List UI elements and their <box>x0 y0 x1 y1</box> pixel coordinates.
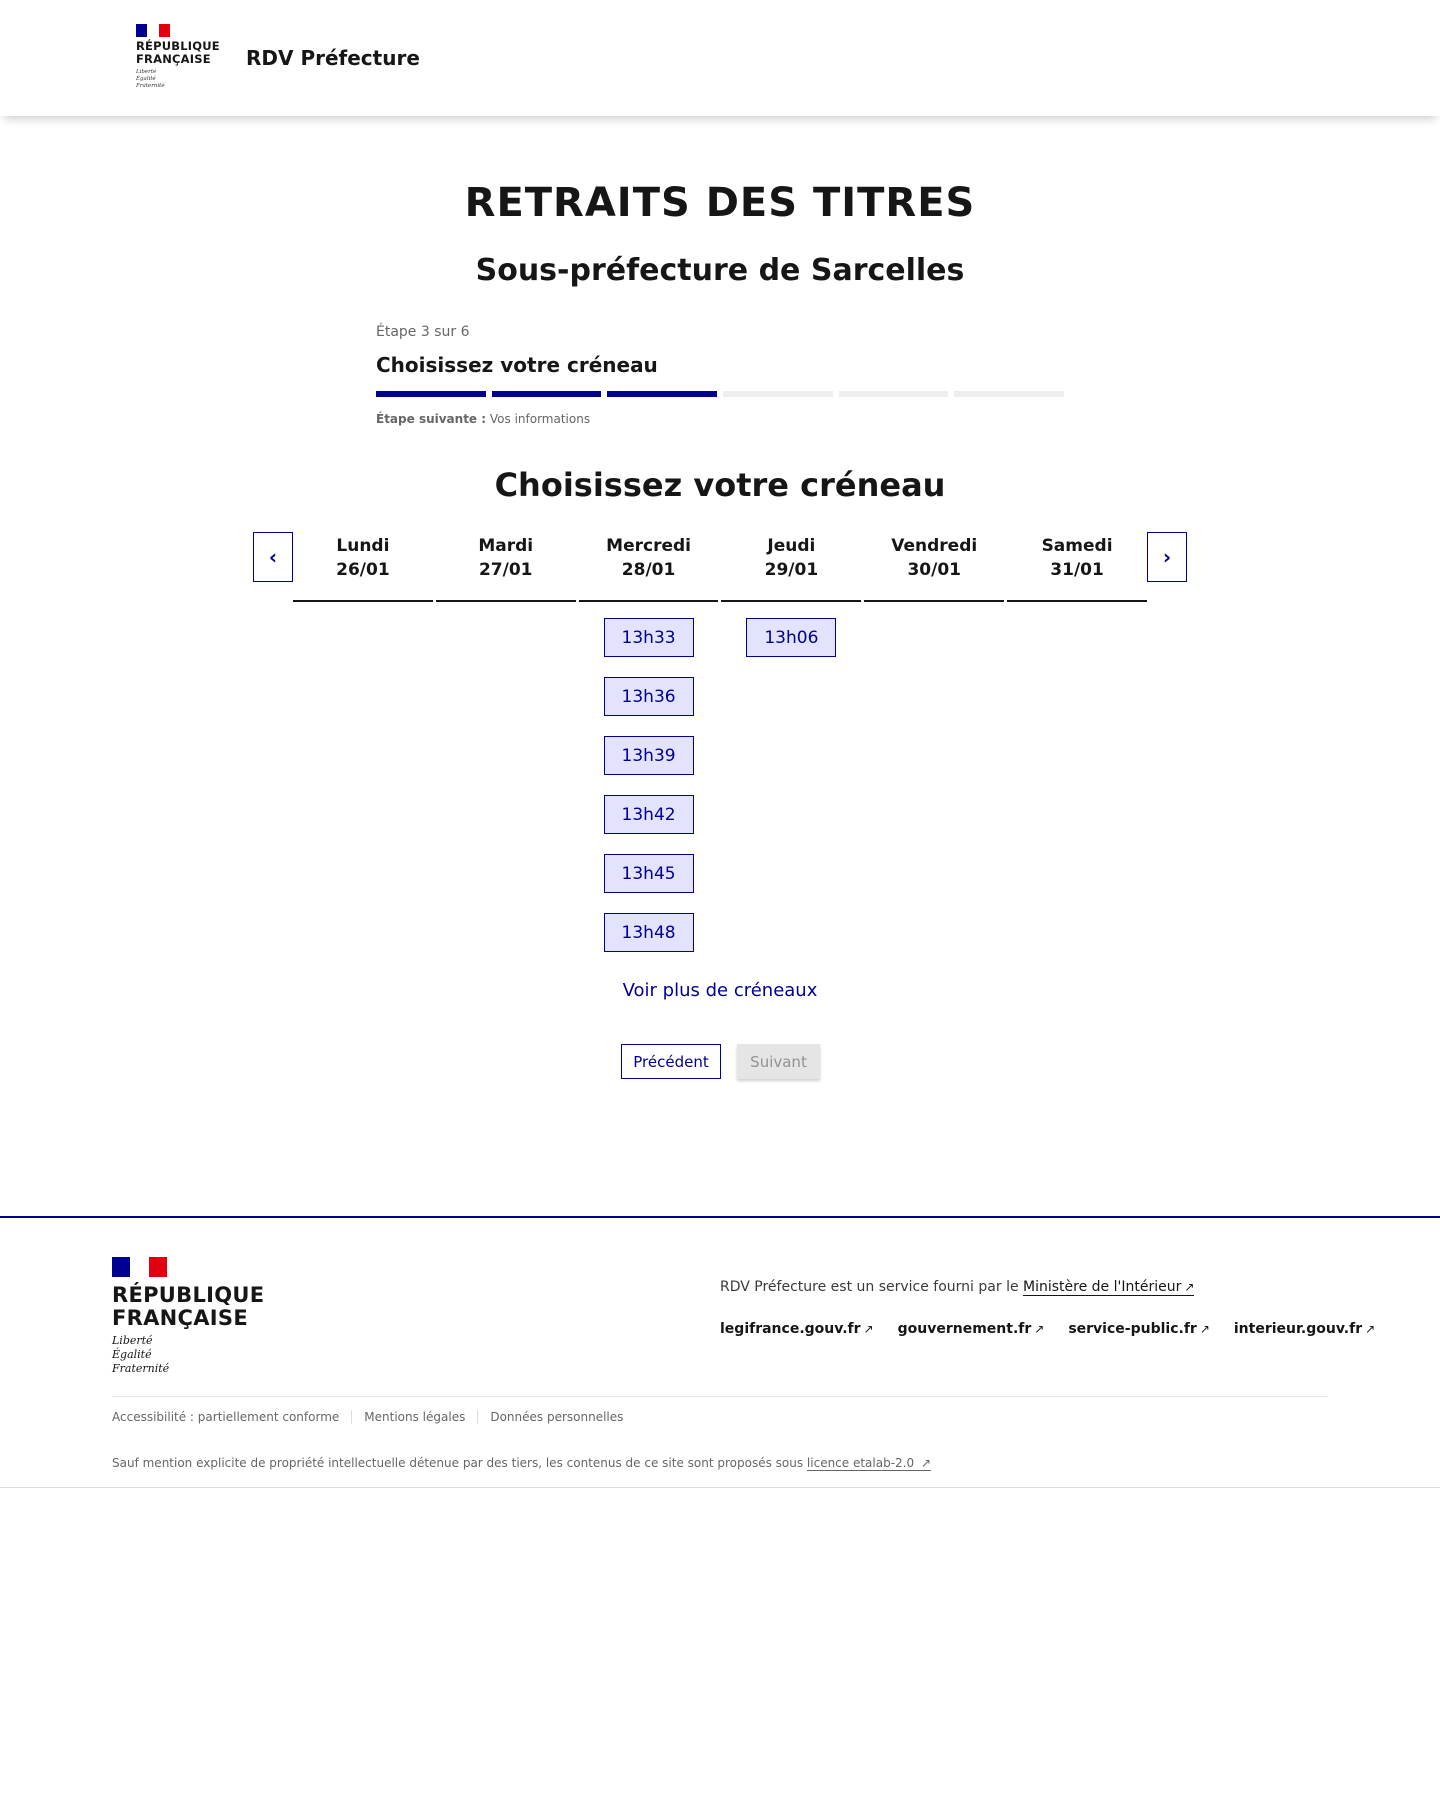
slot-list <box>721 618 861 657</box>
footer-bottom-links <box>112 1410 635 1424</box>
chevron-left-icon: ‹ <box>268 545 278 569</box>
day-date: 31/01 <box>1050 560 1104 580</box>
calendar-days <box>293 532 1147 952</box>
day-column <box>721 532 861 952</box>
footer-bottom-link[interactable]: Accessibilité : partiellement conforme <box>112 1410 340 1424</box>
day-name: Lundi <box>336 536 390 556</box>
step-progress <box>376 391 1064 397</box>
day-header <box>436 532 576 602</box>
motto: Liberté Égalité Fraternité <box>136 69 165 89</box>
ministere-link[interactable]: Ministère de l'Intérieur ↗ <box>1023 1279 1195 1295</box>
time-slot-button[interactable]: 13h06 <box>746 618 836 657</box>
step-count: Étape 3 sur 6 <box>376 324 470 340</box>
step-bar <box>376 391 486 397</box>
next-button[interactable]: Suivant <box>737 1044 820 1079</box>
day-name: Mercredi <box>606 536 691 556</box>
time-slot-button[interactable]: 13h42 <box>604 795 694 834</box>
footer-links <box>720 1321 1375 1337</box>
day-header <box>721 532 861 602</box>
external-link-icon: ↗ <box>863 1322 874 1336</box>
footer-bottom-link[interactable]: Mentions légales <box>351 1410 477 1424</box>
external-link-icon: ↗ <box>1034 1322 1045 1336</box>
stepper <box>376 324 1064 426</box>
republique-francaise-logo[interactable] <box>136 24 226 90</box>
step-bar <box>954 391 1064 397</box>
day-header <box>1007 532 1147 602</box>
day-name: Vendredi <box>891 536 978 556</box>
day-date: 30/01 <box>907 560 961 580</box>
day-column <box>293 532 433 952</box>
day-column <box>579 532 719 952</box>
chevron-right-icon: › <box>1162 545 1172 569</box>
external-link-icon: ↗ <box>1199 1322 1210 1336</box>
time-slot-button[interactable]: 13h39 <box>604 736 694 775</box>
footer-bottom-link[interactable]: Données personnelles <box>477 1410 635 1424</box>
service-title[interactable]: RDV Préfecture <box>246 46 420 70</box>
more-slots-link[interactable]: Voir plus de créneaux <box>622 980 818 1001</box>
time-slot-button[interactable]: 13h45 <box>604 854 694 893</box>
day-date: 27/01 <box>478 560 533 580</box>
day-date: 26/01 <box>336 560 390 580</box>
day-header <box>293 532 433 602</box>
day-column <box>1007 532 1147 952</box>
external-link-icon: ↗ <box>1365 1322 1376 1336</box>
external-link-icon: ↗ <box>1184 1280 1195 1294</box>
day-date: 28/01 <box>621 560 676 580</box>
day-header <box>864 532 1004 602</box>
page-subtitle: Sous-préfecture de Sarcelles <box>475 253 965 288</box>
footer-description: RDV Préfecture est un service fourni par le Ministère de l'Intérieur ↗ <box>720 1279 1195 1295</box>
marianne-flag-icon <box>136 24 170 37</box>
step-bar <box>492 391 602 397</box>
site-header <box>0 0 1440 116</box>
day-name: Jeudi <box>767 536 816 556</box>
logo-line: RÉPUBLIQUE <box>136 39 220 53</box>
site-footer <box>0 1216 1440 1488</box>
external-link-icon: ↗ <box>920 1456 932 1470</box>
previous-week-button[interactable] <box>253 532 293 582</box>
license-text: Sauf mention explicite de propriété intellectuelle détenue par des tiers, les contenus de ce site sont proposés sous licence etalab-2.0 ↗ <box>112 1456 932 1470</box>
step-bar <box>607 391 717 397</box>
marianne-flag-icon <box>112 1257 167 1277</box>
logo-line: FRANÇAISE <box>136 52 211 66</box>
previous-button[interactable]: Précédent <box>621 1044 721 1079</box>
footer-logo[interactable] <box>112 1257 264 1376</box>
time-slot-button[interactable]: 13h48 <box>604 913 694 952</box>
page-title: RETRAITS DES TITRES <box>464 180 976 226</box>
next-week-button[interactable] <box>1147 532 1187 582</box>
step-bar <box>723 391 833 397</box>
footer-link[interactable]: gouvernement.fr ↗ <box>897 1321 1045 1337</box>
logo-line: FRANÇAISE <box>112 1306 248 1330</box>
time-slot-button[interactable]: 13h36 <box>604 677 694 716</box>
day-date: 29/01 <box>764 560 819 580</box>
step-title: Choisissez votre créneau <box>376 353 658 377</box>
slot-heading: Choisissez votre créneau <box>494 466 946 504</box>
day-name: Samedi <box>1041 536 1113 556</box>
motto: Liberté Égalité Fraternité <box>112 1334 170 1375</box>
day-header <box>579 532 719 602</box>
footer-divider <box>112 1396 1328 1397</box>
footer-link[interactable]: interieur.gouv.fr ↗ <box>1233 1321 1376 1337</box>
form-actions <box>621 1044 820 1079</box>
day-column <box>436 532 576 952</box>
day-column <box>864 532 1004 952</box>
license-link[interactable]: licence etalab-2.0 ↗ <box>806 1456 932 1470</box>
time-slot-button[interactable]: 13h33 <box>604 618 694 657</box>
footer-link[interactable]: service-public.fr ↗ <box>1068 1321 1210 1337</box>
footer-link[interactable]: legifrance.gouv.fr ↗ <box>720 1321 874 1337</box>
day-name: Mardi <box>478 536 534 556</box>
slot-list <box>579 618 719 952</box>
logo-line: RÉPUBLIQUE <box>112 1283 265 1307</box>
step-bar <box>839 391 949 397</box>
next-step: Étape suivante : Vos informations <box>376 412 591 426</box>
